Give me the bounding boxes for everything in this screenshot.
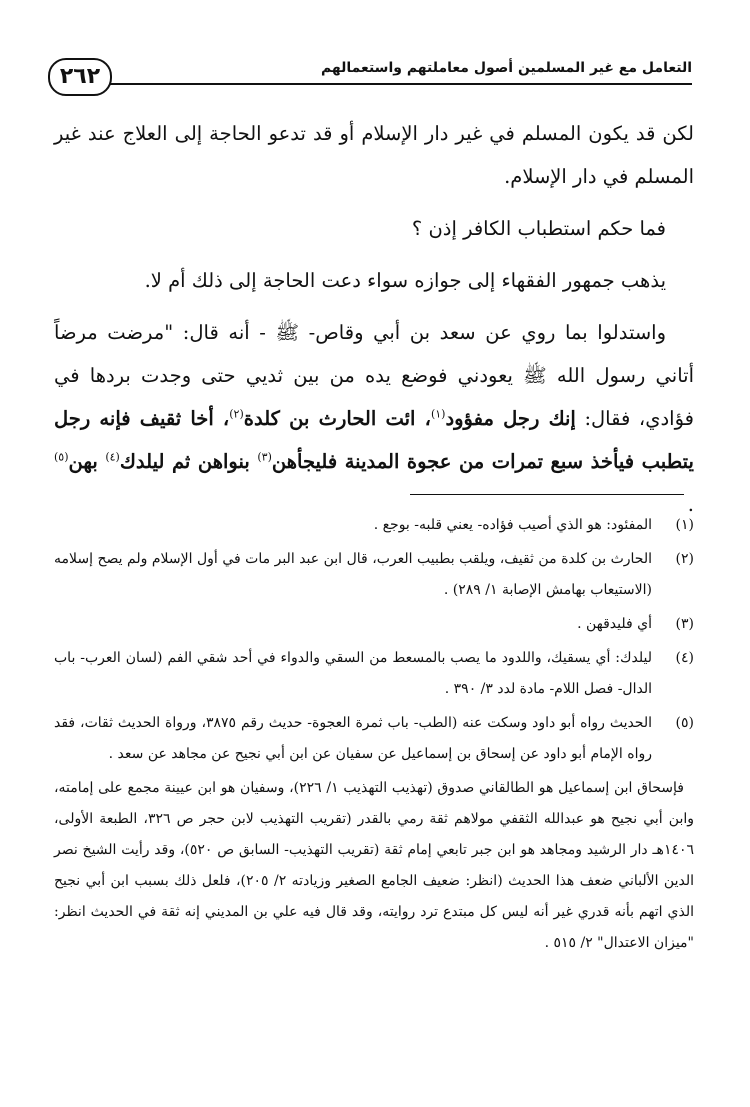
footnote-4 xyxy=(54,643,694,705)
footnote-5-continuation: فإسحاق ابن إسماعيل هو الطالقاني صدوق (تهذيب التهذيب ١/ ٢٢٦)، وسفيان هو ابن عيينة مجمع على إمامته، وابن أبي نجيح هو عبدالله الثقفي مولاهم ثقة رمي بالقدر (تقريب التهذيب لابن حجر ص ٣٢٦، الطبعة الأولى، ١٤٠٦هـ دار الرشيد ومجاهد هو ابن جبر تابعي إمام ثقة (تقريب التهذيب- السابق ص ٥٢٠)، وقد رأيت الشيخ نصر الدين الألباني ضعف هذا الحديث (انظر: ضعيف الجامع الصغير وزيادته ٢/ ٢٠٥)، فلعل ذلك بسبب ابن أبي نجيح الذي اتهم بأنه قدري غير أنه ليس كل مبتدع ترد روايته، وقد قال فيه علي بن المديني إنه ثقة في الحديث انظر: "ميزان الاعتدال" ٢/ ٥١٥ . xyxy=(54,780,695,951)
footnote-3 xyxy=(54,609,694,640)
footnote-number: (٢) xyxy=(675,551,694,567)
footnote-5 xyxy=(54,708,694,770)
hadith-quote-5: بهن xyxy=(68,450,106,473)
paragraph-1: لكن قد يكون المسلم في غير دار الإسلام أو قد تدعو الحاجة إلى العلاج عند غير المسلم في دار الإسلام. xyxy=(54,122,694,188)
page-number-badge: ٢٦٢ xyxy=(48,58,112,96)
footnote-number: (١) xyxy=(675,517,694,533)
hadith-quote-4: بنواهن ثم ليلدك xyxy=(119,450,258,473)
footnote-ref-5[interactable]: (٥) xyxy=(54,450,69,464)
footnote-number: (٥) xyxy=(675,715,694,731)
running-header-title: التعامل مع غير المسلمين أصول معاملتهم واستعمالهم xyxy=(320,60,692,76)
footnote-ref-2[interactable]: (٢) xyxy=(229,407,244,421)
footnote-text: المفئود: هو الذي أصيب فؤاده- يعني قلبه- بوجع . xyxy=(373,517,652,533)
footnote-divider xyxy=(410,494,684,495)
paragraph-2: فما حكم استطباب الكافر إذن ؟ xyxy=(411,217,666,240)
footnote-text: الحديث رواه أبو داود وسكت عنه (الطب- باب ثمرة العجوة- حديث رقم ٣٨٧٥، ورواة الحديث ثقات، فقد رواه الإمام أبو داود عن إسحاق بن إسماعيل عن سفيان عن ابن أبي نجيح عن مجاهد عن سعد . xyxy=(54,715,652,762)
footnote-ref-4[interactable]: (٤) xyxy=(105,450,120,464)
footnote-text: الحارث بن كلدة من ثقيف، ويلقب بطبيب العرب، قال ابن عبد البر مات في أول الإسلام ولم يصح إسلامه (الاستيعاب بهامش الإصابة ١/ ٢٨٩) . xyxy=(54,551,652,598)
footnote-text: أي فليدقهن . xyxy=(577,616,652,632)
footnote-text: ليلدك: أي يسقيك، واللدود ما يصب بالمسعط من السقي والدواء في أحد شقي الفم (لسان العرب- باب الدال- فصل اللام- مادة لدد ٣/ ٣٩٠ . xyxy=(54,650,652,697)
paragraph-3: يذهب جمهور الفقهاء إلى جوازه سواء دعت الحاجة إلى ذلك أم لا. xyxy=(144,269,666,292)
footnote-ref-1[interactable]: (١) xyxy=(430,407,446,421)
header-rule xyxy=(54,83,692,85)
footnote-number: (٣) xyxy=(675,616,694,632)
hadith-quote-2: ، ائت الحارث بن كلدة xyxy=(243,407,431,430)
footnote-number: (٤) xyxy=(675,650,694,666)
hadith-quote-1: إنك رجل مفؤود xyxy=(445,407,576,430)
footnote-ref-3[interactable]: (٣) xyxy=(257,450,272,464)
running-header xyxy=(54,52,692,98)
hadith-intro: واستدلوا بما روي عن سعد بن أبي وقاص- ﷺ - أنه قال: "مرضت مرضاً أتاني رسول الله ﷺ يعودني فوضع يده من بين ثديي حتى وجدت بردها في فؤادي، فقال: xyxy=(54,321,694,430)
hadith-end: . xyxy=(687,493,694,516)
footnote-1 xyxy=(54,510,694,541)
hadith-quote-3: ، أخا ثقيف فإنه رجل يتطبب فيأخذ سبع تمرات من عجوة المدينة فليجأهن xyxy=(54,407,694,473)
main-text xyxy=(54,112,694,535)
footnote-2 xyxy=(54,544,694,606)
footnotes xyxy=(54,510,694,959)
